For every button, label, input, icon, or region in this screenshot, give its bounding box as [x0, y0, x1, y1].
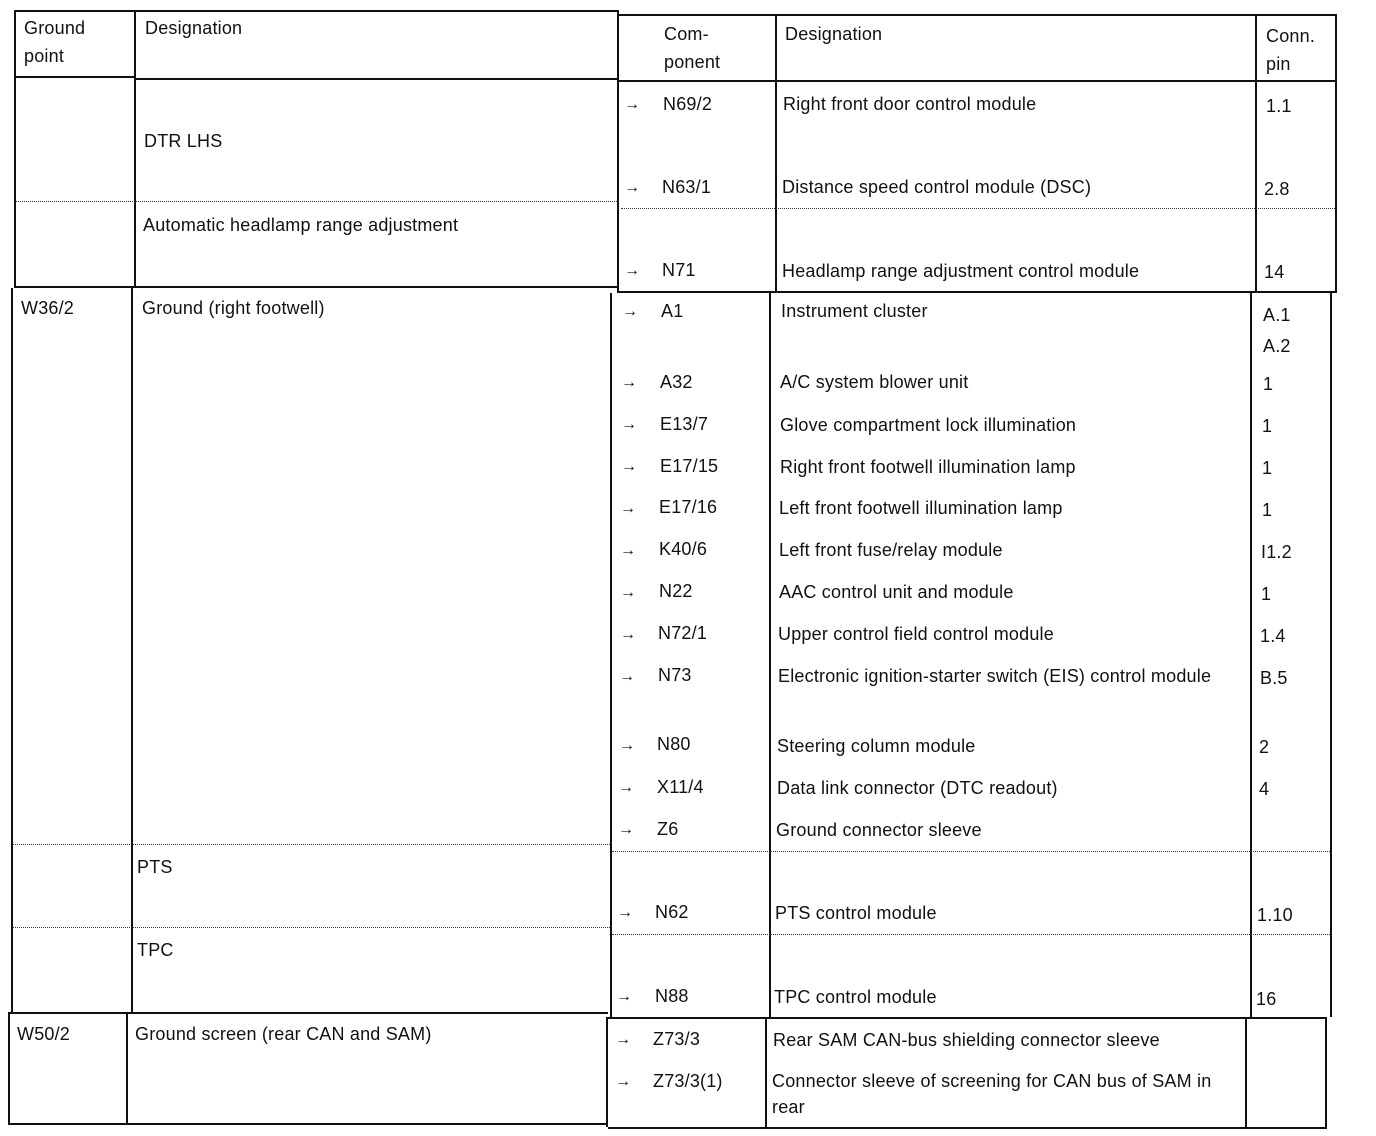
rule — [610, 293, 612, 1017]
connector-pin: 1 — [1261, 584, 1272, 604]
rule — [14, 10, 16, 288]
rule — [14, 286, 619, 288]
rule — [608, 1017, 1326, 1019]
component-code: E13/7 — [660, 414, 709, 434]
rule — [617, 10, 619, 293]
connector-pin: 2 — [1259, 737, 1270, 757]
component-code: E17/15 — [660, 456, 719, 476]
component-designation: Steering column module — [777, 736, 976, 756]
component-designation: Electronic ignition-starter switch (EIS) control module — [778, 666, 1212, 686]
arrow-icon: → — [621, 416, 637, 433]
arrow-icon: → — [616, 988, 632, 1005]
header-designation-right: Designation — [785, 24, 883, 44]
connector-pin: 1 — [1262, 500, 1273, 520]
component-designation: PTS control module — [775, 903, 937, 923]
rule — [608, 1127, 1326, 1129]
component-code: Z73/3 — [653, 1029, 701, 1049]
rule — [131, 288, 133, 1014]
arrow-icon: → — [620, 584, 636, 601]
connector-pin: 1 — [1263, 374, 1274, 394]
rule — [1330, 293, 1332, 1017]
rule — [765, 1017, 767, 1127]
component-designation: Glove compartment lock illumination — [780, 415, 1077, 435]
component-designation: Right front door control module — [783, 94, 1037, 114]
arrow-icon: → — [615, 1031, 631, 1048]
rule — [619, 14, 1337, 16]
dotted-rule — [612, 934, 1330, 935]
rule — [8, 1012, 608, 1014]
arrow-icon: → — [624, 179, 640, 196]
rule — [134, 10, 136, 288]
component-designation: TPC control module — [774, 987, 937, 1007]
rule — [1250, 293, 1252, 1017]
rule — [11, 288, 13, 1014]
dotted-rule — [13, 927, 610, 928]
component-code: N88 — [655, 986, 689, 1006]
left-designation: Ground (right footwell) — [142, 298, 325, 318]
rule — [8, 1014, 10, 1124]
component-code: N80 — [657, 734, 691, 754]
rule — [1245, 1017, 1247, 1127]
rule — [14, 76, 136, 78]
header-conn-pin: Conn. pin — [1266, 26, 1316, 74]
arrow-icon: → — [620, 626, 636, 643]
component-designation: Left front fuse/relay module — [779, 540, 1003, 560]
dotted-rule — [16, 201, 617, 202]
component-code: Z6 — [657, 819, 679, 839]
connector-pin: 1.10 — [1257, 905, 1293, 925]
arrow-icon: → — [624, 96, 640, 113]
dotted-rule — [13, 844, 610, 845]
component-code: X11/4 — [657, 777, 704, 797]
connector-pin: I1.2 — [1261, 542, 1292, 562]
component-code: N73 — [658, 665, 692, 685]
connector-pin: 4 — [1259, 779, 1270, 799]
connector-pin: 1 — [1262, 416, 1273, 436]
arrow-icon: → — [617, 904, 633, 921]
rule — [775, 14, 777, 293]
rule — [8, 1123, 608, 1125]
component-designation: Headlamp range adjustment control module — [782, 261, 1140, 281]
rule — [14, 10, 619, 12]
rule — [1335, 14, 1337, 293]
rule — [606, 1017, 608, 1127]
connector-pin: 16 — [1256, 989, 1277, 1009]
left-designation: TPC — [137, 940, 174, 960]
connector-pin: 2.8 — [1264, 179, 1290, 199]
component-designation: Instrument cluster — [781, 301, 928, 321]
rule — [1255, 14, 1257, 293]
arrow-icon: → — [618, 779, 634, 796]
component-designation: Right front footwell illumination lamp — [780, 457, 1076, 477]
arrow-icon: → — [618, 821, 634, 838]
component-code: K40/6 — [659, 539, 708, 559]
header-designation-left: Designation — [145, 18, 243, 38]
header-component: Com-ponent — [664, 24, 721, 72]
rule — [1325, 1017, 1327, 1129]
ground-point: W36/2 — [21, 298, 75, 318]
component-code: N63/1 — [662, 177, 712, 197]
header-ground-point: Ground point — [24, 18, 86, 66]
ground-point: W50/2 — [17, 1024, 71, 1044]
rule — [619, 80, 1337, 82]
component-designation: Ground connector sleeve — [776, 820, 982, 840]
rule — [619, 291, 1337, 293]
arrow-icon: → — [619, 668, 635, 685]
component-code: A32 — [660, 372, 693, 392]
arrow-icon: → — [622, 303, 638, 320]
component-code: E17/16 — [659, 497, 718, 517]
component-designation: Rear SAM CAN-bus shielding connector sleeve — [773, 1030, 1160, 1050]
component-code: N62 — [655, 902, 689, 922]
component-code: N22 — [659, 581, 693, 601]
component-code: N71 — [662, 260, 696, 280]
dotted-rule — [612, 851, 1330, 852]
component-code: N72/1 — [658, 623, 708, 643]
arrow-icon: → — [619, 737, 635, 754]
component-code: N69/2 — [663, 94, 713, 114]
connector-pin: A.1 A.2 — [1263, 305, 1291, 356]
component-code: A1 — [661, 301, 684, 321]
connector-pin: 1 — [1262, 458, 1273, 478]
component-designation: Distance speed control module (DSC) — [782, 177, 1092, 197]
connector-pin: 1.4 — [1260, 626, 1286, 646]
connector-pin: 1.1 — [1266, 96, 1292, 116]
component-designation: A/C system blower unit — [780, 372, 969, 392]
left-designation: Ground screen (rear CAN and SAM) — [135, 1024, 432, 1044]
arrow-icon: → — [615, 1073, 631, 1090]
arrow-icon: → — [621, 458, 637, 475]
component-designation: Connector sleeve of screening for CAN bus of SAM in rear — [772, 1071, 1212, 1117]
component-designation: Data link connector (DTC readout) — [777, 778, 1058, 798]
component-designation: Left front footwell illumination lamp — [779, 498, 1063, 518]
component-code: Z73/3(1) — [653, 1071, 723, 1091]
arrow-icon: → — [620, 500, 636, 517]
connector-pin: 14 — [1264, 262, 1285, 282]
left-designation: PTS — [137, 857, 173, 877]
rule — [136, 78, 619, 80]
component-designation: Upper control field control module — [778, 624, 1054, 644]
rule — [126, 1014, 128, 1124]
arrow-icon: → — [621, 374, 637, 391]
arrow-icon: → — [620, 542, 636, 559]
arrow-icon: → — [624, 262, 640, 279]
left-designation: DTR LHS — [144, 131, 223, 151]
dotted-rule — [621, 208, 1335, 209]
rule — [769, 293, 771, 1017]
connector-pin: B.5 — [1260, 668, 1288, 688]
left-designation: Automatic headlamp range adjustment — [143, 215, 459, 235]
component-designation: AAC control unit and module — [779, 582, 1014, 602]
